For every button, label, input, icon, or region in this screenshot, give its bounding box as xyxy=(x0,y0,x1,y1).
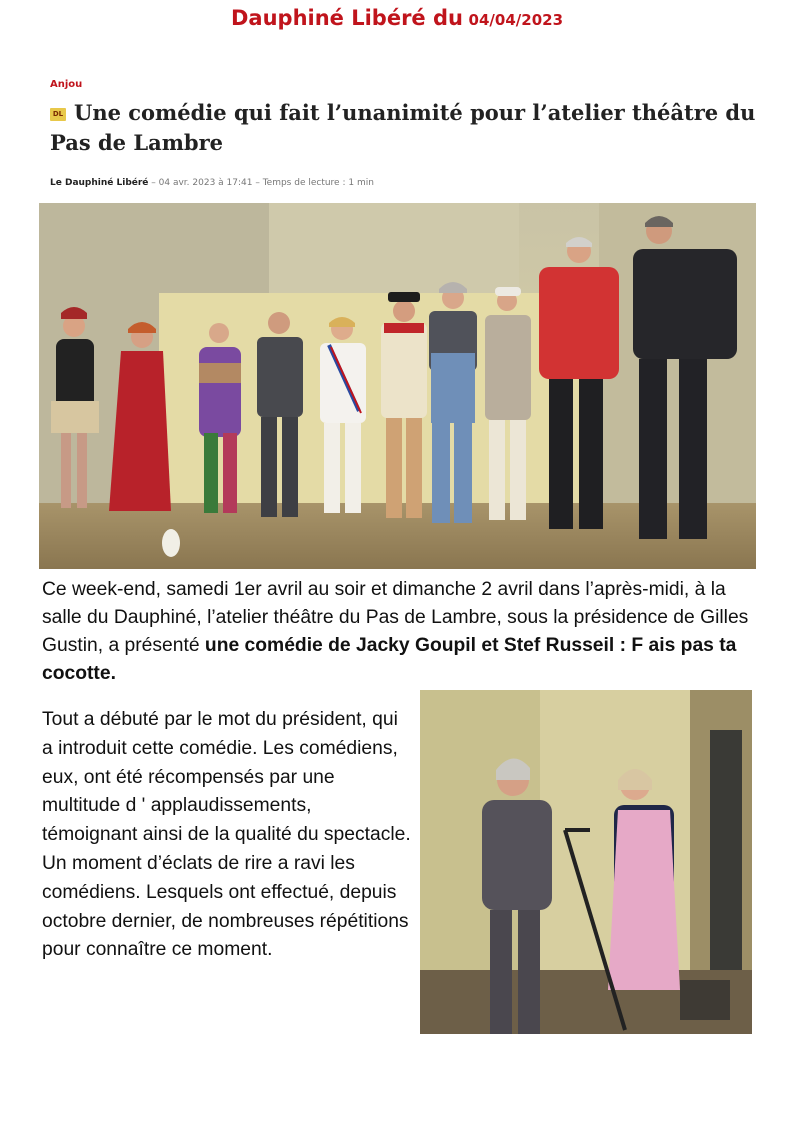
scene-photo xyxy=(420,690,752,1034)
byline-source[interactable]: Le Dauphiné Libéré xyxy=(50,178,149,188)
lead-text: Ce week-end, samedi 1er avril au soir et dimanche 2 avril dans l’après-midi, à la salle du Dauphiné, l’atelier théâtre du Pas de Lambre, sous la présidence de Gilles Gustin, a présenté xyxy=(42,579,749,656)
troupe-photo xyxy=(39,203,756,569)
article-lead xyxy=(42,576,762,688)
article-body: Tout a débuté par le mot du président, qui a introduit cette comédie. Les comédiens, eux, ont été récompensés par une multitude d ' applaudissements, témoignant ainsi de la qualité du spectacle. Un moment d’éclats de rire a ravi les comédiens. Lesquels ont effectué, depuis octobre dernier, de nombreuses répétitions pour connaître ce moment. xyxy=(42,709,411,961)
newspaper-name: Dauphiné Libéré du xyxy=(230,6,463,30)
dl-logo-icon: DL xyxy=(50,108,66,121)
byline-meta: – 04 avr. 2023 à 17:41 – Temps de lecture : 1 min xyxy=(148,178,374,188)
publication-date: 04/04/2023 xyxy=(468,11,563,29)
section-label[interactable]: Anjou xyxy=(50,79,83,90)
masthead xyxy=(0,6,794,30)
byline xyxy=(50,178,374,188)
article-headline xyxy=(50,98,760,158)
headline-text: Une comédie qui fait l’unanimité pour l’atelier théâtre du Pas de Lambre xyxy=(50,100,756,155)
lead-play-title: une comédie de Jacky Goupil et Stef Russeil : F ais pas ta cocotte. xyxy=(42,635,737,684)
